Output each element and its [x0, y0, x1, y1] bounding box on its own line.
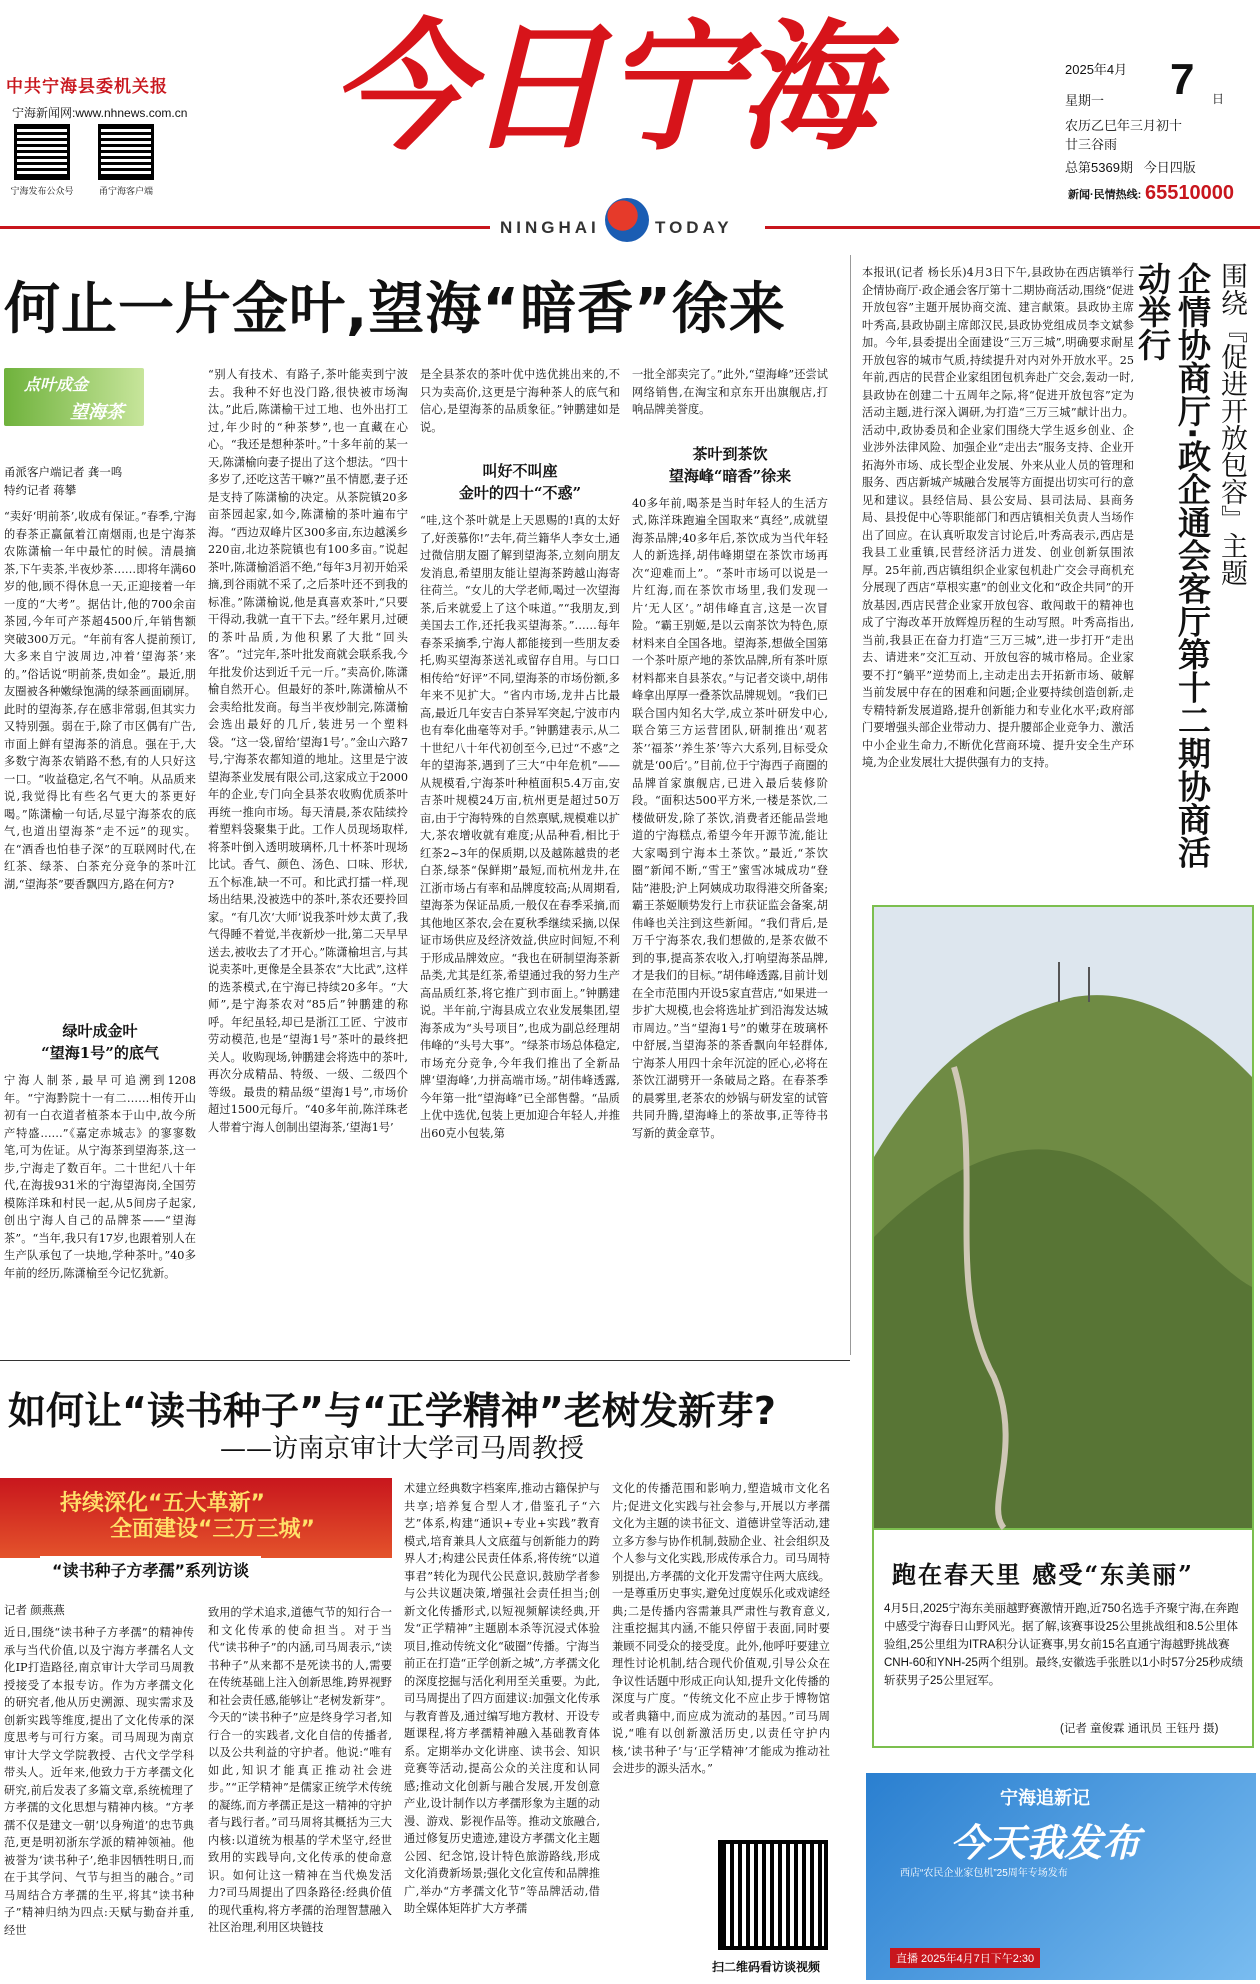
right-news-text: 本报讯(记者 杨长乐)4月3日下午,县政协在西店镇举行企情协商厅·政企通会客厅第十二期协商活动,围绕“促进开放包容”主题开展协商交流、建言献策。县政协主席叶秀高,县政协副主席郎汉民,县政协党组成员李文斌参加。今年,县委提出全面建设“三万三城”,明确要求耐星开放包容的城市气质,持续提升对内对外开放水平。25年前,西店的民营企业家组团包机奔赴广交会,轰动一时,县政协在创建二十五周年之际,将“促进开放包容”定为活动主题,进行深入调研,为打造“三万三城”献计出力。活动中,政协委员和企业家们围绕大学生返乡创业、企业涉外法律风险、加强企业“走出去”服务支持、企业开拓海外市场、成长型企业发展、外来从业人员的管理和服务、西店新城产城融合发展等方面提出切实可行的意见和建议。县经信局、县公安局、县司法局、县商务局、县投促中心等职能部门和西店镇相关负责人当场作出了回应。在认真听取发言讨论后,叶秀高表示,西店是我县工业重镇,民营经济活力迸发、创业创新氛围浓厚。25年前,西店镇组织企业家包机赴广交会寻商机充分展现了西店“草根实惠”的创业文化和“政企共同”的开放基因,西店民营企业家开放包容、敢闯敢干的精神也成了宁海改革开放辉煌历程的生动写照。叶秀高指出,当前,我县正在奋力打造“三万三城”,进一步打开“走出去、请进来”交汇互动、开放包容的城市格局。企业家要不打“躺平”逆势而上,主动走出去开拓新市场、破解当前发展中存在的困难和问题;企业要持续创造创新,走专精特新发展道路,提升创新能力和专业化水平;政府部门要增强头部企业带动力、提升腰部企业竞争力、激活中小企业生命力,不断优化营商环境、提升安全生产环境,为企业发展壮大提供强有力的支持。	[862, 266, 1134, 769]
lead-col1b-text: 宁海人制茶,最早可追溯到1208年。“宁海黔院十一有二……相传开山初有一白衣道者植茶本于山中,故今所产特盛……”《嘉定赤城志》的寥寥数笔,可为佐证。从宁海茶到望海茶,这一步,宁海走了数百年。二十世纪八十年代,在海拔931米的宁海望海岗,全国劳模陈洋珠和村民一起,从5间房子起家,创出宁海人自己的品牌茶——“望海茶”。“当年,我只有17岁,也跟着别人在生产队承包了一块地,学种茶叶。”40多年前的经历,陈潇榆至今记忆犹新。	[4, 1074, 196, 1280]
photo-credit: (记者 童俊霖 通讯员 王钰丹 摄)	[1060, 1723, 1219, 1735]
qr1-caption: 宁海发布公众号	[10, 186, 74, 196]
second-col3-text: 术建立经典数字档案库,推动古籍保护与共享;培养复合型人才,借鉴孔子“六艺”体系,构建“通识+专业+实践”教育模式,培育兼具人文底蕴与创新能力的跨界人才;构建公民责任体系,将传统“以道事君”转化为现代公民意识,鼓励学者参与公共议题决策,增强社会责任担当;创新文化传播形式,以短视频解读经典,开发“正学精神”主题剧本杀等沉浸式体验项目,推动传统文化“破圈”传播。宁海当前正在打造“正学创新之城”,方孝孺文化的深度挖掘与活化利用至关重要。为此,司马周提出了四方面建议:加强文化传承与教育普及,通过编写地方教材、开设专题课程,将方孝孺精神融入基础教育体系。定期举办文化讲座、读书会、知识竞赛等活动,提高公众的关注度和认同感;推动文化创新与融合发展,开发创意产业,设计制作以方孝孺形象为主题的动漫、游戏、影视作品等。推动文旅融合,通过修复历史遗迹,建设方孝孺文化主题公园、纪念馆,设计特色旅游路线,形成文化消费新场景;强化文化宣传和品牌推广,举办“方孝孺文化节”等品牌活动,借助全媒体矩阵扩大方孝孺	[404, 1482, 600, 1915]
org-name: 中共宁海县委机关报	[6, 77, 168, 96]
second-column-1	[4, 1624, 194, 1980]
second-column-2	[208, 1604, 392, 1980]
video-qr-caption: 扫二维码看访谈视频	[712, 1960, 821, 1974]
second-col1-text: 近日,围绕“读书种子方孝孺”的精神传承与当代价值,以及宁海方孝孺名人文化IP打造路径,南京审计大学司马周教授接受了本报专访。作为方孝孺文化的研究者,他从历史溯源、现实需求及创新实践等维度,提出了文化传承的深度思考与可行方案。司马周现为南京审计大学文学院教授、古代文学学科带头人。近年来,他致力于方孝孺文化研究,前后发表了多篇文章,系统梳理了方孝孺的文化思想与精神内核。“方孝孺不仅是建文一朝‘以身殉道’的忠节典范,更是明初浙东学派的精神领袖。他被誉为‘读书种子’,绝非因牺牲明日,而在于其学问、气节与担当的融合。”司马周结合方孝孺的生平,将其“读书种子”精神归纳为四点:天赋与勤奋并重,经世	[4, 1626, 194, 1937]
ad-time: 直播 2025年4月7日下午2:30	[890, 1948, 1040, 1968]
lead-column-3	[420, 366, 620, 1356]
video-qr-code[interactable]	[718, 1840, 828, 1950]
lead-byline1: 甬派客户端记者 龚一鸣	[4, 467, 123, 479]
date-line: 2025年4月	[1065, 62, 1128, 77]
series-label: “读书种子方孝孺”系列访谈	[40, 1556, 261, 1583]
masthead-en-left: NINGHAI	[500, 218, 600, 237]
lead-col4b-text: 40多年前,喝茶是当时年轻人的生活方式,陈洋珠跑遍全国取来“真经”,成就望海茶品牌;40多年后,茶饮成为当代年轻人的新选择,胡伟峰期望在茶饮市场再次“迎难而上”。“茶叶市场可以说是一片红海,而在茶饮市场里,我们发现一片‘无人区’。”胡伟峰直言,这是一次冒险。“霸王别姬,是以云南茶饮为特色,原材料来自全国各地。望海茶,想做全国第一个茶叶原产地的茶饮品牌,所有茶叶原材料都来自县茶农。”与记者交谈中,胡伟峰拿出厚厚一叠茶饮品牌规划。“我们已联合国内知名大学,成立茶叶研发中心,联合第三方运营团队,研制推出‘观茗茶’‘福茶’‘养生茶’等六大系列,目标受众就是‘00后’。”目前,位于宁海西子商圈的品牌首家旗舰店,已进入最后装修阶段。“面积达500平方米,一楼是茶饮,二楼做研发,除了茶饮,消费者还能品尝地道的宁海糕点,希望今年开源节流,能让大家喝到宁海本土茶饮。”最近,“茶饮圈”新闻不断,“雪王”蜜雪冰城成功“登陆”港股;沪上阿姨成功取得港交所备案;霸王茶姬顺势发行上市获证监会备案,胡伟峰也关注到这些新闻。“我们背后,是万千宁海茶农,我们想做的,是茶农做不到的事,提高茶农收入,打响望海茶品牌,才是我们的目标。”胡伟峰透露,目前计划在全市范围内开设5家直营店,“如果进一步扩大规模,也会将选址扩到沿海发达城市周边。”当“望海1号”的嫩芽在玻璃杯中舒展,当望海茶的茶香飘向年轻群体,宁海茶人用四十余年沉淀的匠心,必将在茶饮江湖劈开一条破局之路。在春茶季的晨雾里,老茶农的炒锅与研发室的试管共同升腾,望海峰上的茶故事,正等待书写新的黄金章节。	[632, 496, 828, 1140]
lead-col3b-text: “哇,这个茶叶就是上天恩赐的!真的太好了,好羡慕你!”去年,荷兰籍华人李女士,通过微信朋友圈了解到望海茶,立刻向朋友发消息,希望朋友能让望海茶跨越山海寄往荷兰。“女儿的大学老师,喝过一次望海茶,后来就爱上了这个味道。”“我朋友,到美国去工作,还托我买望海茶。”……每年春茶采摘季,宁海人都能接到一些朋友委托,购买望海茶送礼或留存自用。与口口相传给“好评”不同,望海茶的市场份额,多年来不见扩大。“省内市场,龙井占比最高,最近几年安吉白茶异军突起,宁波市内也有奉化曲毫等对手。”钟鹏建表示,从二十世纪八十年代初创至今,已过“不惑”之年的望海茶,遇到了三大“中年危机”——从规模看,宁海茶叶种植面积5.4万亩,安吉茶叶规模24万亩,杭州更是超过50万亩,由于宁海特殊的自然禀赋,规模难以扩大,茶农增收就有难度;从品种看,相比于红茶2~3年的保质期,以及越陈越贵的老白茶,绿茶“保鲜期”最短,而杭州龙井,在江浙市场占有率和品牌度较高;从周期看,望海茶为保证品质,一般仅在春季采摘,而其他地区茶农,会在夏秋季继续采摘,以保证市场供应及经济效益,供应时间短,不利于形成品牌效应。“我也在研制望海茶新品类,尤其是红茶,希望通过我的努力生产高品质红茶,将它推广到市面上。”钟鹏建说。半年前,宁海县成立农业发展集团,望海茶成为“头号项目”,也成为副总经理胡伟峰的“头号大事”。“绿茶市场总体稳定,市场充分竞争,今年我们推出了全新品牌‘望海峰’,力拼高端市场。”胡伟峰透露,今年第一批“望海峰”已全部售罄。“品质上优中选优,包装上更加迎合年轻人,并推出60克小包装,第	[420, 514, 620, 1140]
masthead-en-right: TODAY	[655, 218, 733, 237]
hotline-number: 65510000	[1145, 182, 1234, 204]
lead-column-1b	[4, 1010, 196, 1350]
lunar-date: 农历乙巳年三月初十	[1065, 118, 1183, 133]
lead-column-1	[4, 508, 196, 1068]
weekday: 星期一	[1065, 93, 1105, 108]
page-count: 今日四版	[1143, 160, 1196, 175]
qr-code-app[interactable]	[98, 124, 154, 180]
lead-col1-text: “卖好‘明前茶’,收成有保证。”春季,宁海的春茶正赢氤着江南烟雨,也是宁海茶农陈潇榆一年中最忙的时候。清晨摘茶,下午卖茶,半夜炒茶……即将年满60岁的他,顾不得休息一天,正迎接着一年一度的“大考”。据估计,他的700余亩茶园,今年可产茶超4500斤,年销售额突破300万元。“年前有客人提前预订,大多来自宁波周边,冲着‘望海茶’来的。”俗话说“明前茶,贵如金”。最近,朋友圈被各种嫩绿饱满的绿茶画面刷屏。此时的望海茶,存在感非常弱,但其实力又特别强。弱在于,除了市区偶有广告,市面上鲜有望海茶的消息。强在于,大多数宁海茶农销路不愁,有的人只好这一口。“收益稳定,名气不响。从品质来说,我觉得比有些名气更大的茶更好喝。”陈潇榆一句话,尽显宁海茶农的底气,也道出望海茶“走不远”的现实。在“酒香也怕巷子深”的互联网时代,在红茶、绿茶、白茶充分竞争的茶叶江湖,“望海茶”要香飘四方,路在何方?	[4, 510, 196, 891]
hotline-label: 新闻·民情热线:	[1068, 189, 1142, 201]
lead-byline2: 特约记者 蒋攀	[4, 485, 77, 497]
lead-subhead-2: 叫好不叫座 金叶的四十“不惑”	[458, 462, 582, 502]
ad-subtitle: 西店“农民企业家包机”25周年专场发布	[900, 1868, 1068, 1879]
lead-subhead-3: 茶叶到茶饮 望海峰“暗香”徐来	[668, 444, 792, 485]
day-number: 7	[1170, 55, 1195, 104]
section-divider	[0, 1360, 850, 1361]
ad-title: 宁海追新记	[1000, 1788, 1090, 1809]
trail-run-photo	[872, 905, 1254, 1530]
lead-col2-text: “别人有技术、有路子,茶叶能卖到宁波去。我种不好也没门路,很快被市场淘汰。”此后,陈潇榆干过工地、也外出打工过,年少时的“种茶梦”,也一直藏在心心。“我还是想种茶叶。”十多年前的某一天,陈潇榆向妻子提出了这个想法。“四十多岁了,还吃这苦干嘛?”虽不情愿,妻子还是支持了陈潇榆的决定。从茶院镇20多亩茶园起家,如今,陈潇榆的茶叶遍布宁海。“西边双峰片区300多亩,东边越溪乡220亩,北边茶院镇也有100多亩。”说起茶叶,陈潇榆滔滔不绝,“每年3月初开始采摘,到谷雨就不采了,之后茶叶还不到我的标准。”陈潇榆说,他是真喜欢茶叶,“只要干得动,我就一直干下去。”经年累月,过硬的茶叶品质,为他积累了大批“回头客”。“过完年,茶叶批发商就会联系我,今年批发价达到近千元一斤。”卖高价,陈潇榆自然开心。但最好的茶叶,陈潇榆从不会卖给批发商。每当半夜炒制完,陈潇榆会选出最好的几斤,装进另一个塑料袋。“这一袋,留给‘望海1号’。”金山六路7号,宁海茶农都知道的地址。这里是宁波望海茶业发展有限公司,这家成立于2000年的企业,专门向全县茶农收购优质茶叶再统一推向市场。每天清晨,茶农陆续拎着塑料袋聚集于此。工作人员现场取样,将茶叶倒入透明玻璃杯,几十杯茶叶现场比试。香气、颜色、汤色、口味、形状,五个标准,缺一不可。和比武打擂一样,现场出结果,没被选中的茶叶,茶农还要拎回家。“有几次‘大师’说我茶叶炒太黄了,我气得睡不着觉,半夜新炒一批,第二天早早送去,被收去了才开心。”陈潇榆坦言,与其说卖茶叶,更像是全县茶农“大比武”,这样的选茶模式,在宁海已持续20多年。“大师”,是宁海茶农对“85后”钟鹏建的称呼。年纪虽轻,却已是浙江工匠、宁波市劳动模范,也是“望海1号”茶叶的最终把关人。收购现场,钟鹏建会将选中的茶叶,再次分成精品、特级、一级、二级四个等级。最贵的精品级“望海1号”,市场价超过1500元每斤。“40多年前,陈洋珠老人带着宁海人创制出望海茶,‘望海1号’	[208, 368, 408, 1134]
day-unit: 日	[1212, 92, 1225, 106]
ad-big-title: 今天我发布	[950, 1820, 1141, 1865]
second-headline: 如何让“读书种子”与“正学精神”老树发新芽?	[8, 1389, 776, 1433]
lead-tag-line2: 望海茶	[70, 402, 124, 423]
newspaper-logo-icon	[605, 198, 649, 242]
second-column-3	[404, 1480, 600, 1980]
banner-line2: 全面建设“三万三城”	[110, 1517, 315, 1542]
column-divider	[850, 255, 851, 1355]
masthead-title: 今日宁海	[330, 6, 875, 170]
right-news-body	[862, 264, 1134, 894]
right-vertical-headline: 企情协商厅·政企通会客厅第十二期协商活动举行	[1133, 262, 1212, 869]
lead-col4-text: 一批全部卖完了。”此外,“望海峰”还尝试网络销售,在淘宝和京东开出旗舰店,打响品牌美誉度。	[632, 368, 828, 416]
second-byline: 记者 颜燕燕	[4, 1605, 65, 1617]
issue-number: 总第5369期	[1065, 160, 1133, 175]
lead-col3-text: 是全县茶农的茶叶优中选优挑出来的,不只为卖高价,这更是宁海种茶人的底气和信心,是望海茶的品质象征。”钟鹏建如是说。	[420, 368, 620, 434]
second-col2-text: 致用的学术追求,道德气节的知行合一和文化传承的使命担当。对于当代“读书种子”的内涵,司马周表示,“读书种子”从来都不是死读书的人,需要在传统基础上注入创新思维,跨界视野和社会责任感,能够让“老树发新芽”。今天的“读书种子”应是终身学习者,知行合一的实践者,文化自信的传播者,以及公共利益的守护者。他说:“唯有如此,知识才能真正推动社会进步。”“正学精神”是儒家正统学术传统的凝练,而方孝孺正是这一精神的守护者与践行者。”司马周将其概括为三大内核:以道统为根基的学术坚守,经世致用的实践导向,文化传承的使命意识。如何让这一精神在当代焕发活力?司马周提出了四条路径:经典价值的现代重构,将方孝孺的治理智慧融入社区治理,利用区块链技	[208, 1606, 392, 1934]
masthead-rule-left	[0, 226, 490, 229]
second-column-4	[612, 1480, 830, 1830]
banner-line1: 持续深化“五大革新”	[60, 1491, 265, 1516]
website: 宁海新闻网:www.nhnews.com.cn	[12, 106, 188, 120]
photo-caption	[884, 1600, 1244, 1710]
lead-headline: 何止一片金叶,望海“暗香”徐来	[4, 277, 786, 342]
lead-column-4	[632, 366, 828, 1356]
right-vertical-subhead: 围绕『促进开放包容』主题	[1216, 262, 1247, 586]
photo-headline: 跑在春天里 感受“东美丽”	[892, 1560, 1194, 1589]
qr-code-wechat[interactable]	[14, 124, 70, 180]
qr2-caption: 甬宁海客户端	[98, 186, 153, 196]
solar-term: 廿三谷雨	[1065, 137, 1118, 152]
lead-subhead-1: 绿叶成金叶 “望海1号”的底气	[41, 1022, 159, 1062]
second-subhead: ——访南京审计大学司马周教授	[220, 1434, 585, 1464]
lead-column-2	[208, 366, 408, 1356]
photo-caption-text: 4月5日,2025宁海东美丽越野赛激情开跑,近750名选手齐聚宁海,在奔跑中感受宁海春日山野风光。据了解,该赛事设25公里挑战组和8.5公里体验组,25公里组为ITRA积分认证赛事,男女前15名直通宁海越野挑战赛CNH-60和YNH-25两个组别。最终,安徽选手张胜以1小时57分25秒成绩斩获男子25公里冠军。	[884, 1603, 1244, 1687]
second-col4-text: 文化的传播范围和影响力,塑造城市文化名片;促进文化实践与社会参与,开展以方孝孺文化为主题的读书征文、道德讲堂等活动,建立多方参与协作机制,鼓励企业、社会组织及个人参与文化实践,形成传承合力。司马周特别提出,方孝孺的文化开发需守住两大底线。一是尊重历史事实,避免过度娱乐化或戏谑经典;二是传播内容需兼具严肃性与教育意义,注重挖掘其内涵,不能只停留于表面,同时要兼顾不同受众的接受度。此外,他呼吁要建立理性讨论机制,结合现代价值观,引导公众在争议性话题中形成正向认知,提升文化传播的深度与广度。“传统文化不应止步于博物馆或者典籍中,而应成为流动的基因。”司马周说,“唯有以创新激活历史,以责任守护内核,‘读书种子’与‘正学精神’才能成为推动社会进步的源头活水。”	[612, 1482, 830, 1775]
masthead-rule-right	[765, 226, 1260, 229]
lead-tag-line1: 点叶成金	[24, 375, 89, 394]
mountain-illustration	[874, 907, 1252, 1528]
